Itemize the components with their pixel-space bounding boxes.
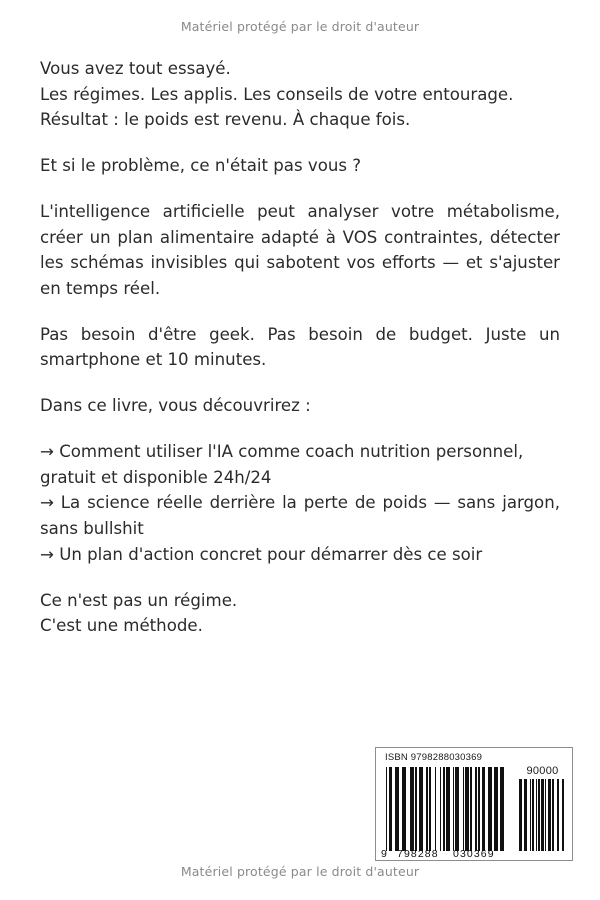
list-item-science bbox=[40, 490, 560, 541]
arrow-icon: → bbox=[40, 441, 54, 461]
barcode-addon-label: 90000 bbox=[526, 765, 559, 777]
list-item-ai-coach-label: Comment utiliser l'IA comme coach nutrition personnel, gratuit et disponible 24h/24 bbox=[40, 441, 524, 487]
intro-line-2: Les régimes. Les applis. Les conseils de votre entourage. bbox=[40, 84, 514, 104]
feature-list bbox=[40, 439, 560, 568]
discover-lead-line-1: Dans ce livre, vous découvrirez : bbox=[40, 396, 311, 416]
intro-line-3: Résultat : le poids est revenu. À chaque fois. bbox=[40, 110, 411, 130]
list-item-ai-coach bbox=[40, 439, 560, 490]
arrow-icon: → bbox=[40, 493, 54, 513]
isbn-barcode bbox=[375, 747, 573, 861]
barcode-digit-lead: 9 bbox=[381, 848, 387, 860]
back-cover-copy bbox=[40, 56, 560, 639]
list-item-science-label: La science réelle derrière la perte de poids — sans jargon, sans bullshit bbox=[40, 493, 560, 539]
list-item-action-plan-label: Un plan d'action concret pour démarrer dès ce soir bbox=[59, 544, 483, 564]
isbn-number-label: ISBN 9798288030369 bbox=[385, 752, 483, 763]
intro-line-1: Vous avez tout essayé. bbox=[40, 59, 231, 78]
paragraph-intro bbox=[40, 56, 560, 133]
closing-line-1: Ce n'est pas un régime. bbox=[40, 590, 238, 610]
list-item-action-plan bbox=[40, 542, 560, 568]
paragraph-question bbox=[40, 153, 560, 179]
paragraph-ai: L'intelligence artificielle peut analyser votre métabolisme, créer un plan alimentaire adapté à VOS contraintes, détecter les schémas invisibles qui sabotent vos efforts — et s'ajuster en temps réel. bbox=[40, 201, 560, 299]
barcode-bars-addon bbox=[519, 779, 566, 851]
question-line-1: Et si le problème, ce n'était pas vous ? bbox=[40, 156, 362, 176]
barcode-bars-main bbox=[386, 767, 506, 851]
paragraph-closing bbox=[40, 588, 560, 639]
barcode-digits-right: 030369 bbox=[453, 848, 495, 860]
closing-line-2: C'est une méthode. bbox=[40, 616, 203, 636]
arrow-icon: → bbox=[40, 544, 54, 564]
paragraph-no-geek: Pas besoin d'être geek. Pas besoin de budget. Juste un smartphone et 10 minutes. bbox=[40, 324, 560, 370]
paragraph-discover-lead bbox=[40, 393, 560, 419]
copyright-watermark-top: Matériel protégé par le droit d'auteur bbox=[180, 19, 420, 34]
barcode-digits bbox=[380, 848, 512, 861]
copyright-watermark-bottom: Matériel protégé par le droit d'auteur bbox=[180, 864, 420, 879]
barcode-digits-left: 798288 bbox=[397, 848, 439, 860]
